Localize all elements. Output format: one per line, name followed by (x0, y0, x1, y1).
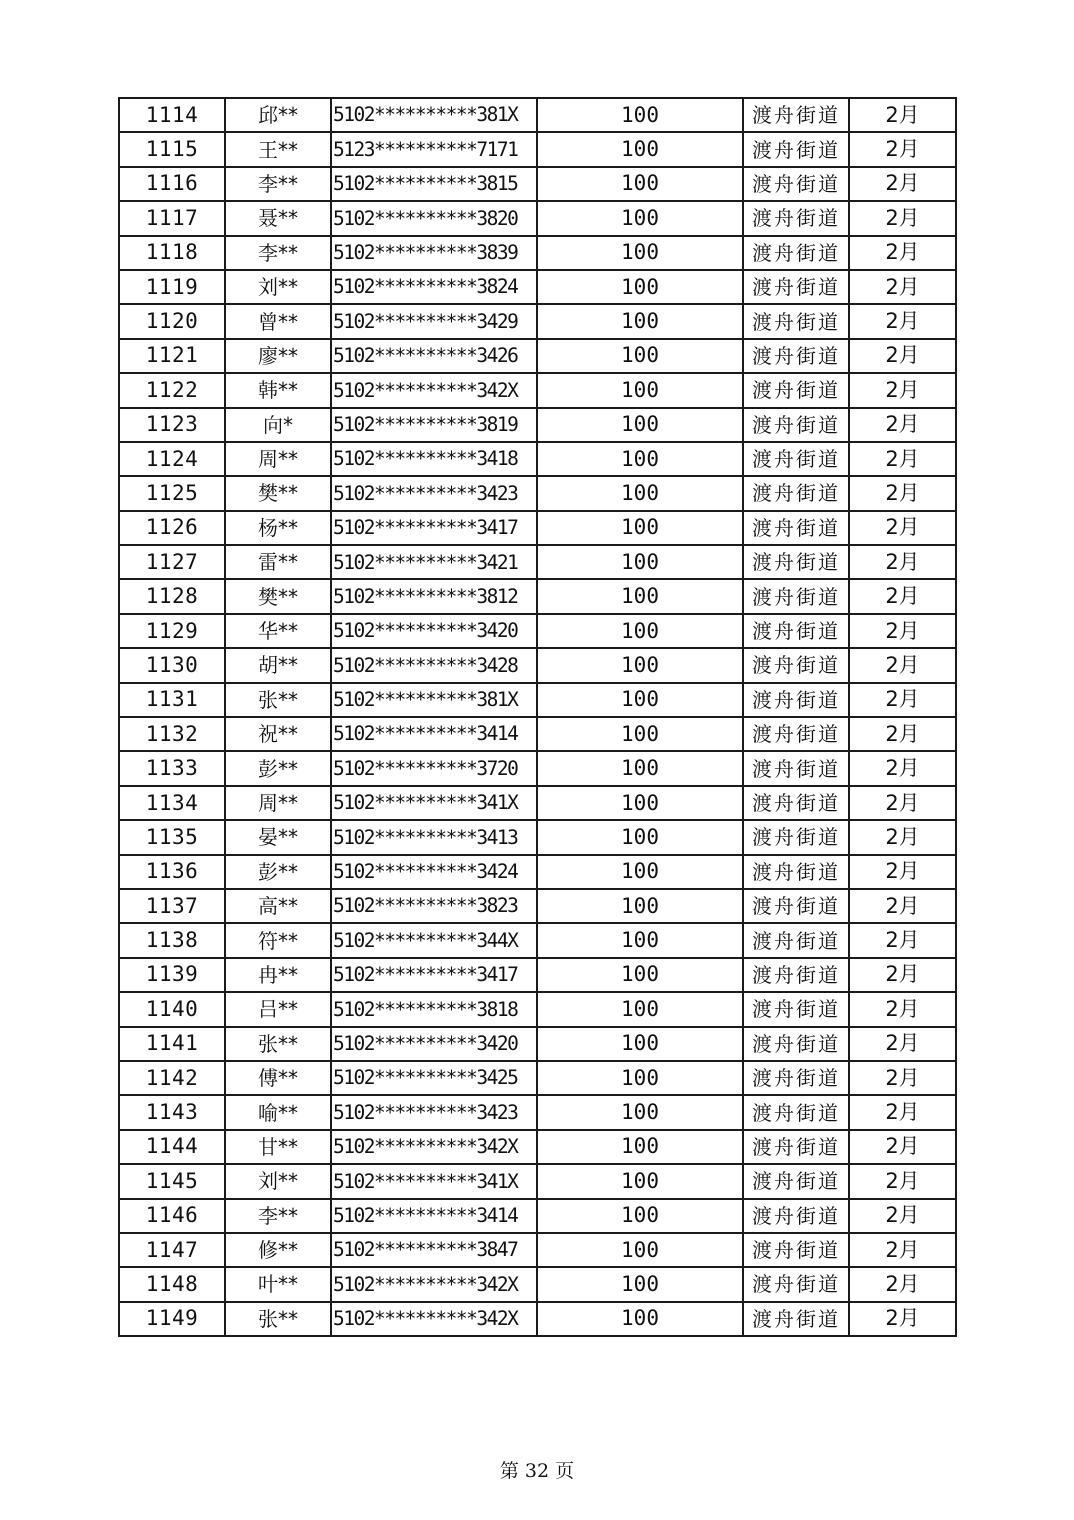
month-cell: 2月 (849, 786, 956, 820)
row-number-cell: 1116 (119, 167, 225, 201)
street-cell: 渡舟街道 (743, 855, 849, 889)
amount-cell: 100 (537, 1095, 743, 1129)
month-cell: 2月 (849, 339, 956, 373)
name-cell: 甘** (225, 1130, 331, 1164)
table-row (119, 648, 956, 682)
street-cell: 渡舟街道 (743, 132, 849, 166)
street-cell: 渡舟街道 (743, 408, 849, 442)
table-row (119, 683, 956, 717)
street-cell: 渡舟街道 (743, 923, 849, 957)
month-cell: 2月 (849, 992, 956, 1026)
id-number-cell: 5102**********3823 (331, 889, 537, 923)
table-row (119, 1302, 956, 1336)
amount-cell: 100 (537, 132, 743, 166)
table-row (119, 132, 956, 166)
amount-cell: 100 (537, 1130, 743, 1164)
name-cell: 冉** (225, 958, 331, 992)
amount-cell: 100 (537, 1027, 743, 1061)
id-number-cell: 5102**********3414 (331, 1199, 537, 1233)
row-number-cell: 1149 (119, 1302, 225, 1336)
street-cell: 渡舟街道 (743, 476, 849, 510)
table-row (119, 408, 956, 442)
amount-cell: 100 (537, 579, 743, 613)
id-number-cell: 5102**********3815 (331, 167, 537, 201)
row-number-cell: 1123 (119, 408, 225, 442)
street-cell: 渡舟街道 (743, 614, 849, 648)
table-row (119, 339, 956, 373)
id-number-cell: 5102**********3417 (331, 511, 537, 545)
id-number-cell: 5102**********3420 (331, 614, 537, 648)
row-number-cell: 1121 (119, 339, 225, 373)
name-cell: 曾** (225, 304, 331, 338)
month-cell: 2月 (849, 751, 956, 785)
id-number-cell: 5102**********3423 (331, 476, 537, 510)
row-number-cell: 1138 (119, 923, 225, 957)
table-row (119, 373, 956, 407)
table-row (119, 1130, 956, 1164)
month-cell: 2月 (849, 648, 956, 682)
table-row (119, 98, 956, 132)
name-cell: 李** (225, 167, 331, 201)
street-cell: 渡舟街道 (743, 958, 849, 992)
row-number-cell: 1141 (119, 1027, 225, 1061)
name-cell: 吕** (225, 992, 331, 1026)
street-cell: 渡舟街道 (743, 1267, 849, 1301)
name-cell: 修** (225, 1233, 331, 1267)
row-number-cell: 1115 (119, 132, 225, 166)
amount-cell: 100 (537, 614, 743, 648)
id-number-cell: 5102**********3421 (331, 545, 537, 579)
id-number-cell: 5102**********344X (331, 923, 537, 957)
street-cell: 渡舟街道 (743, 304, 849, 338)
amount-cell: 100 (537, 201, 743, 235)
row-number-cell: 1132 (119, 717, 225, 751)
street-cell: 渡舟街道 (743, 339, 849, 373)
month-cell: 2月 (849, 98, 956, 132)
roster-table-body (119, 98, 956, 1336)
street-cell: 渡舟街道 (743, 1130, 849, 1164)
id-number-cell: 5102**********3414 (331, 717, 537, 751)
row-number-cell: 1120 (119, 304, 225, 338)
row-number-cell: 1130 (119, 648, 225, 682)
table-row (119, 992, 956, 1026)
table-row (119, 1164, 956, 1198)
month-cell: 2月 (849, 442, 956, 476)
month-cell: 2月 (849, 304, 956, 338)
row-number-cell: 1133 (119, 751, 225, 785)
name-cell: 韩** (225, 373, 331, 407)
name-cell: 晏** (225, 820, 331, 854)
table-row (119, 751, 956, 785)
row-number-cell: 1129 (119, 614, 225, 648)
table-row (119, 545, 956, 579)
amount-cell: 100 (537, 545, 743, 579)
id-number-cell: 5102**********341X (331, 786, 537, 820)
name-cell: 祝** (225, 717, 331, 751)
name-cell: 廖** (225, 339, 331, 373)
id-number-cell: 5102**********342X (331, 373, 537, 407)
id-number-cell: 5102**********3417 (331, 958, 537, 992)
street-cell: 渡舟街道 (743, 167, 849, 201)
month-cell: 2月 (849, 820, 956, 854)
street-cell: 渡舟街道 (743, 1164, 849, 1198)
month-cell: 2月 (849, 511, 956, 545)
id-number-cell: 5102**********3428 (331, 648, 537, 682)
id-number-cell: 5102**********3424 (331, 855, 537, 889)
amount-cell: 100 (537, 304, 743, 338)
row-number-cell: 1114 (119, 98, 225, 132)
row-number-cell: 1143 (119, 1095, 225, 1129)
name-cell: 彭** (225, 855, 331, 889)
id-number-cell: 5102**********3426 (331, 339, 537, 373)
name-cell: 聂** (225, 201, 331, 235)
name-cell: 叶** (225, 1267, 331, 1301)
row-number-cell: 1144 (119, 1130, 225, 1164)
street-cell: 渡舟街道 (743, 786, 849, 820)
month-cell: 2月 (849, 889, 956, 923)
row-number-cell: 1148 (119, 1267, 225, 1301)
month-cell: 2月 (849, 923, 956, 957)
id-number-cell: 5102**********3429 (331, 304, 537, 338)
id-number-cell: 5102**********381X (331, 98, 537, 132)
street-cell: 渡舟街道 (743, 889, 849, 923)
table-row (119, 889, 956, 923)
amount-cell: 100 (537, 1267, 743, 1301)
street-cell: 渡舟街道 (743, 579, 849, 613)
id-number-cell: 5102**********3425 (331, 1061, 537, 1095)
name-cell: 刘** (225, 270, 331, 304)
month-cell: 2月 (849, 167, 956, 201)
id-number-cell: 5102**********342X (331, 1302, 537, 1336)
table-row (119, 476, 956, 510)
row-number-cell: 1119 (119, 270, 225, 304)
amount-cell: 100 (537, 820, 743, 854)
amount-cell: 100 (537, 1233, 743, 1267)
street-cell: 渡舟街道 (743, 545, 849, 579)
street-cell: 渡舟街道 (743, 717, 849, 751)
name-cell: 张** (225, 683, 331, 717)
id-number-cell: 5123**********7171 (331, 132, 537, 166)
month-cell: 2月 (849, 373, 956, 407)
row-number-cell: 1126 (119, 511, 225, 545)
amount-cell: 100 (537, 855, 743, 889)
row-number-cell: 1146 (119, 1199, 225, 1233)
name-cell: 李** (225, 236, 331, 270)
table-row (119, 236, 956, 270)
table-row (119, 1027, 956, 1061)
table-row (119, 1095, 956, 1129)
month-cell: 2月 (849, 855, 956, 889)
street-cell: 渡舟街道 (743, 1233, 849, 1267)
name-cell: 刘** (225, 1164, 331, 1198)
amount-cell: 100 (537, 923, 743, 957)
id-number-cell: 5102**********3720 (331, 751, 537, 785)
amount-cell: 100 (537, 373, 743, 407)
id-number-cell: 5102**********3423 (331, 1095, 537, 1129)
name-cell: 樊** (225, 579, 331, 613)
table-row (119, 855, 956, 889)
month-cell: 2月 (849, 717, 956, 751)
id-number-cell: 5102**********381X (331, 683, 537, 717)
name-cell: 高** (225, 889, 331, 923)
name-cell: 邱** (225, 98, 331, 132)
id-number-cell: 5102**********3824 (331, 270, 537, 304)
row-number-cell: 1124 (119, 442, 225, 476)
roster-table (118, 97, 957, 1337)
table-row (119, 786, 956, 820)
table-row (119, 717, 956, 751)
id-number-cell: 5102**********3839 (331, 236, 537, 270)
id-number-cell: 5102**********3820 (331, 201, 537, 235)
amount-cell: 100 (537, 442, 743, 476)
month-cell: 2月 (849, 579, 956, 613)
street-cell: 渡舟街道 (743, 201, 849, 235)
month-cell: 2月 (849, 408, 956, 442)
street-cell: 渡舟街道 (743, 1061, 849, 1095)
row-number-cell: 1127 (119, 545, 225, 579)
id-number-cell: 5102**********342X (331, 1130, 537, 1164)
id-number-cell: 5102**********341X (331, 1164, 537, 1198)
street-cell: 渡舟街道 (743, 98, 849, 132)
street-cell: 渡舟街道 (743, 1027, 849, 1061)
table-row (119, 820, 956, 854)
amount-cell: 100 (537, 270, 743, 304)
table-row (119, 1267, 956, 1301)
street-cell: 渡舟街道 (743, 442, 849, 476)
name-cell: 周** (225, 786, 331, 820)
street-cell: 渡舟街道 (743, 1199, 849, 1233)
id-number-cell: 5102**********3413 (331, 820, 537, 854)
row-number-cell: 1147 (119, 1233, 225, 1267)
name-cell: 雷** (225, 545, 331, 579)
table-row (119, 167, 956, 201)
table-row (119, 442, 956, 476)
name-cell: 张** (225, 1302, 331, 1336)
month-cell: 2月 (849, 958, 956, 992)
month-cell: 2月 (849, 1095, 956, 1129)
month-cell: 2月 (849, 1199, 956, 1233)
name-cell: 杨** (225, 511, 331, 545)
row-number-cell: 1128 (119, 579, 225, 613)
amount-cell: 100 (537, 339, 743, 373)
amount-cell: 100 (537, 751, 743, 785)
page-number: 第 32 页 (499, 1460, 575, 1482)
row-number-cell: 1122 (119, 373, 225, 407)
month-cell: 2月 (849, 1061, 956, 1095)
amount-cell: 100 (537, 1302, 743, 1336)
name-cell: 华** (225, 614, 331, 648)
name-cell: 李** (225, 1199, 331, 1233)
amount-cell: 100 (537, 992, 743, 1026)
table-row (119, 1061, 956, 1095)
month-cell: 2月 (849, 1302, 956, 1336)
amount-cell: 100 (537, 889, 743, 923)
street-cell: 渡舟街道 (743, 236, 849, 270)
amount-cell: 100 (537, 717, 743, 751)
row-number-cell: 1134 (119, 786, 225, 820)
table-row (119, 304, 956, 338)
amount-cell: 100 (537, 1164, 743, 1198)
amount-cell: 100 (537, 236, 743, 270)
row-number-cell: 1118 (119, 236, 225, 270)
name-cell: 张** (225, 1027, 331, 1061)
table-row (119, 270, 956, 304)
id-number-cell: 5102**********3418 (331, 442, 537, 476)
table-row (119, 1233, 956, 1267)
table-row (119, 579, 956, 613)
amount-cell: 100 (537, 476, 743, 510)
street-cell: 渡舟街道 (743, 1302, 849, 1336)
street-cell: 渡舟街道 (743, 683, 849, 717)
name-cell: 樊** (225, 476, 331, 510)
name-cell: 王** (225, 132, 331, 166)
table-row (119, 614, 956, 648)
row-number-cell: 1131 (119, 683, 225, 717)
name-cell: 傅** (225, 1061, 331, 1095)
month-cell: 2月 (849, 1130, 956, 1164)
id-number-cell: 5102**********3420 (331, 1027, 537, 1061)
month-cell: 2月 (849, 683, 956, 717)
month-cell: 2月 (849, 476, 956, 510)
amount-cell: 100 (537, 167, 743, 201)
name-cell: 胡** (225, 648, 331, 682)
amount-cell: 100 (537, 958, 743, 992)
amount-cell: 100 (537, 98, 743, 132)
table-row (119, 958, 956, 992)
street-cell: 渡舟街道 (743, 373, 849, 407)
id-number-cell: 5102**********3847 (331, 1233, 537, 1267)
name-cell: 喻** (225, 1095, 331, 1129)
amount-cell: 100 (537, 511, 743, 545)
amount-cell: 100 (537, 683, 743, 717)
row-number-cell: 1136 (119, 855, 225, 889)
row-number-cell: 1139 (119, 958, 225, 992)
month-cell: 2月 (849, 545, 956, 579)
month-cell: 2月 (849, 1164, 956, 1198)
id-number-cell: 5102**********3812 (331, 579, 537, 613)
month-cell: 2月 (849, 614, 956, 648)
month-cell: 2月 (849, 270, 956, 304)
name-cell: 符** (225, 923, 331, 957)
street-cell: 渡舟街道 (743, 751, 849, 785)
table-row (119, 1199, 956, 1233)
street-cell: 渡舟街道 (743, 820, 849, 854)
month-cell: 2月 (849, 236, 956, 270)
street-cell: 渡舟街道 (743, 270, 849, 304)
month-cell: 2月 (849, 201, 956, 235)
month-cell: 2月 (849, 132, 956, 166)
month-cell: 2月 (849, 1233, 956, 1267)
row-number-cell: 1137 (119, 889, 225, 923)
street-cell: 渡舟街道 (743, 511, 849, 545)
amount-cell: 100 (537, 408, 743, 442)
table-row (119, 511, 956, 545)
street-cell: 渡舟街道 (743, 648, 849, 682)
row-number-cell: 1142 (119, 1061, 225, 1095)
id-number-cell: 5102**********342X (331, 1267, 537, 1301)
month-cell: 2月 (849, 1027, 956, 1061)
street-cell: 渡舟街道 (743, 1095, 849, 1129)
id-number-cell: 5102**********3818 (331, 992, 537, 1026)
row-number-cell: 1140 (119, 992, 225, 1026)
name-cell: 彭** (225, 751, 331, 785)
row-number-cell: 1135 (119, 820, 225, 854)
id-number-cell: 5102**********3819 (331, 408, 537, 442)
amount-cell: 100 (537, 1199, 743, 1233)
amount-cell: 100 (537, 648, 743, 682)
amount-cell: 100 (537, 1061, 743, 1095)
street-cell: 渡舟街道 (743, 992, 849, 1026)
row-number-cell: 1145 (119, 1164, 225, 1198)
name-cell: 周** (225, 442, 331, 476)
amount-cell: 100 (537, 786, 743, 820)
table-row (119, 923, 956, 957)
row-number-cell: 1125 (119, 476, 225, 510)
row-number-cell: 1117 (119, 201, 225, 235)
month-cell: 2月 (849, 1267, 956, 1301)
table-row (119, 201, 956, 235)
name-cell: 向* (225, 408, 331, 442)
